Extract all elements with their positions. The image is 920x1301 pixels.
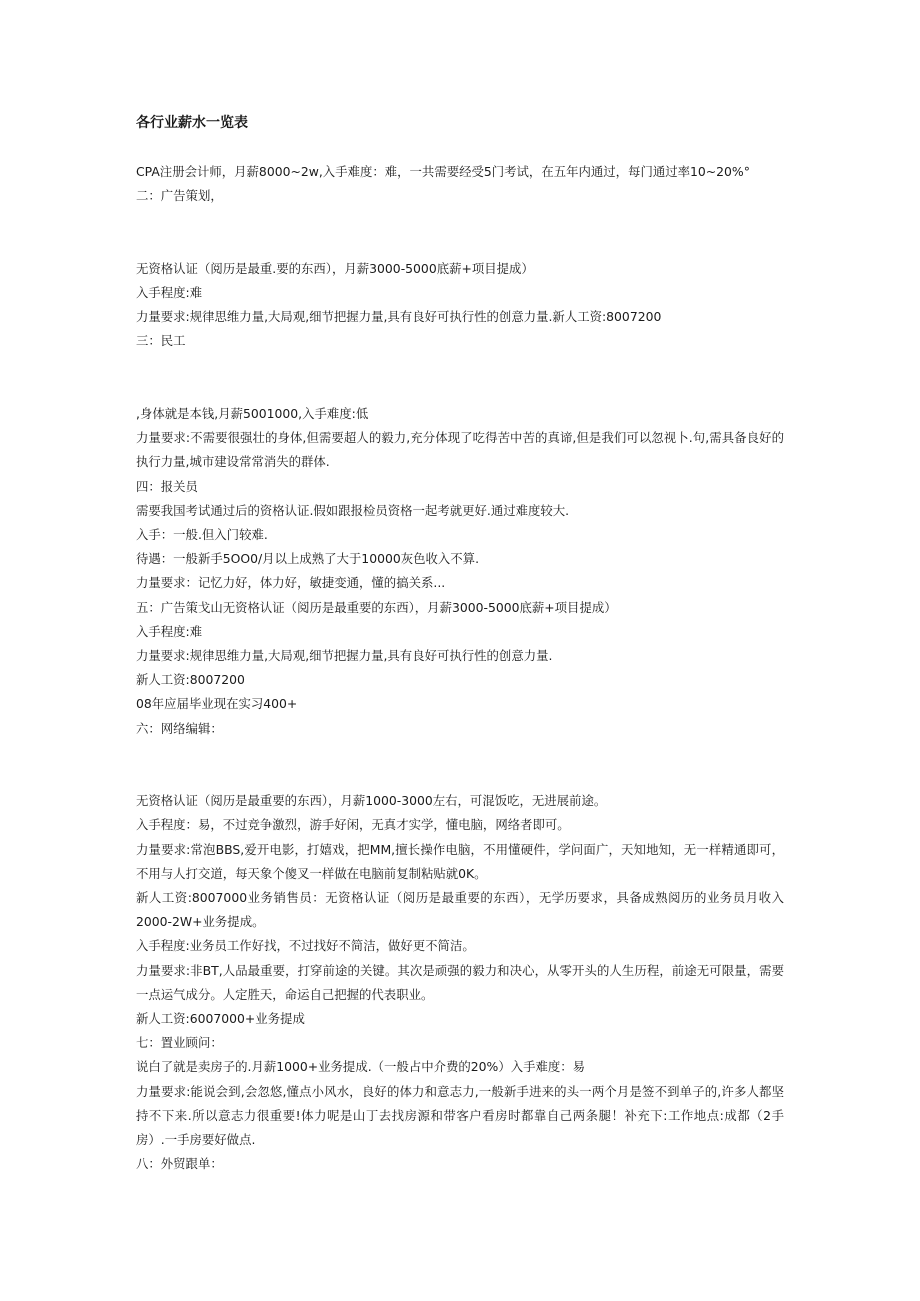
paragraph-line: 说白了就是卖房子的.月薪1000+业务提成.（一般占中介费的20%）入手难度：易 xyxy=(136,1059,586,1075)
paragraph-line: 力量要求:规律思维力量,大局观,细节把握力量,具有良好可执行性的创意力量.新人工资:8007200 xyxy=(136,309,662,325)
paragraph-line: 入手程度:业务员工作好找，不过找好不简洁，做好更不简洁。 xyxy=(136,938,475,954)
paragraph-line: 力量要求:能说会到,会忽悠,懂点小风水，良好的体力和意志力,一般新手进来的头一两个月是签不到单子的,许多人都坚持不下来.所以意志力很重要!体力呢是山丁去找房源和带客户看房时都靠自己两条腿！补充下:工作地点:成都（2手房）.一手房要好做点. xyxy=(136,1083,784,1148)
paragraph-line: ,身体就是本钱,月薪5001000,入手难度:低 xyxy=(136,406,369,421)
blank-line xyxy=(136,741,784,789)
section-heading: 八：外贸跟单： xyxy=(136,1156,223,1172)
paragraph-line: 无资格认证（阅历是最重.要的东西），月薪3000-5000底薪+项目提成） xyxy=(136,260,534,276)
document-body xyxy=(136,160,784,1176)
section-heading: 四：报关员 xyxy=(136,478,198,494)
section-heading: 七：置业顾问： xyxy=(136,1035,223,1051)
paragraph-line: 入手程度:难 xyxy=(136,285,203,300)
paragraph-line: 入手：一般.但入门较难. xyxy=(136,527,268,543)
paragraph-line: 需要我国考试通过后的资格认证.假如跟报检员资格一起考就更好.通过难度较大. xyxy=(136,502,570,518)
section-heading: 六：网络编辑： xyxy=(136,720,223,736)
section-heading: 二：广告策划， xyxy=(136,188,223,204)
paragraph-line: 入手程度:难 xyxy=(136,623,203,639)
paragraph-line: 待遇：一般新手5OO0/月以上成熟了大于10000灰色收入不算. xyxy=(136,551,480,567)
paragraph-line: CPA注册会计师，月薪8000~2w,入手难度：难，一共需要经受5门考试，在五年内通过，每门通过率10~20%° xyxy=(136,164,750,179)
paragraph-line: 力量要求:不需要很强壮的身体,但需要超人的毅力,充分体现了吃得苦中苦的真谛,但是我们可以忽视卜.句,需具备良好的执行力量,城市建设常常消失的群体. xyxy=(136,430,784,470)
paragraph-line: 新人工资:8007000业务销售员：无资格认证（阅历是最重要的东西），无学历要求，具备成熟阅历的业务员月收入2000-2W+业务提成。 xyxy=(136,890,784,930)
blank-line xyxy=(136,208,784,256)
paragraph-line: 入手程度：易，不过竞争激烈，游手好闲，无真才实学，懂电脑，网络者即可。 xyxy=(136,817,570,833)
paragraph-line: 力量要求：记忆力好，体力好，敏捷变通，懂的搞关系... xyxy=(136,575,446,591)
paragraph-line: 无资格认证（阅历是最重要的东西），月薪1000-3000左右，可混饭吃，无进展前途。 xyxy=(136,793,607,809)
section-heading: 五：广告策戈山无资格认证（阅历是最重要的东西），月薪3000-5000底薪+项目提成） xyxy=(136,599,617,615)
section-heading: 三：民工 xyxy=(136,333,186,349)
paragraph-line: 08年应届毕业现在实习400+ xyxy=(136,696,298,712)
paragraph-line: 新人工资:8007200 xyxy=(136,672,245,688)
document-title: 各行业薪水一览表 xyxy=(136,115,248,131)
paragraph-line: 新人工资:6007000+业务提成 xyxy=(136,1011,305,1027)
paragraph-line: 力量要求:非BT,人品最重要，打穿前途的关键。其次是顽强的毅力和决心，从零开头的人生历程，前途无可限量，需要一点运气成分。人定胜天，命运自己把握的代表职业。 xyxy=(136,962,784,1002)
blank-line xyxy=(136,354,784,402)
paragraph-line: 力量要求:规律思维力量,大局观,细节把握力量,具有良好可执行性的创意力量. xyxy=(136,648,553,664)
paragraph-line: 力量要求:常泡BBS,爱开电影，打嬉戏，把MM,擅长操作电脑，不用懂硬件，学问面广，天知地知，无一样精通即可，不用与人打交道，每天象个傻叉一样做在电脑前复制粘贴就0K。 xyxy=(136,841,784,881)
